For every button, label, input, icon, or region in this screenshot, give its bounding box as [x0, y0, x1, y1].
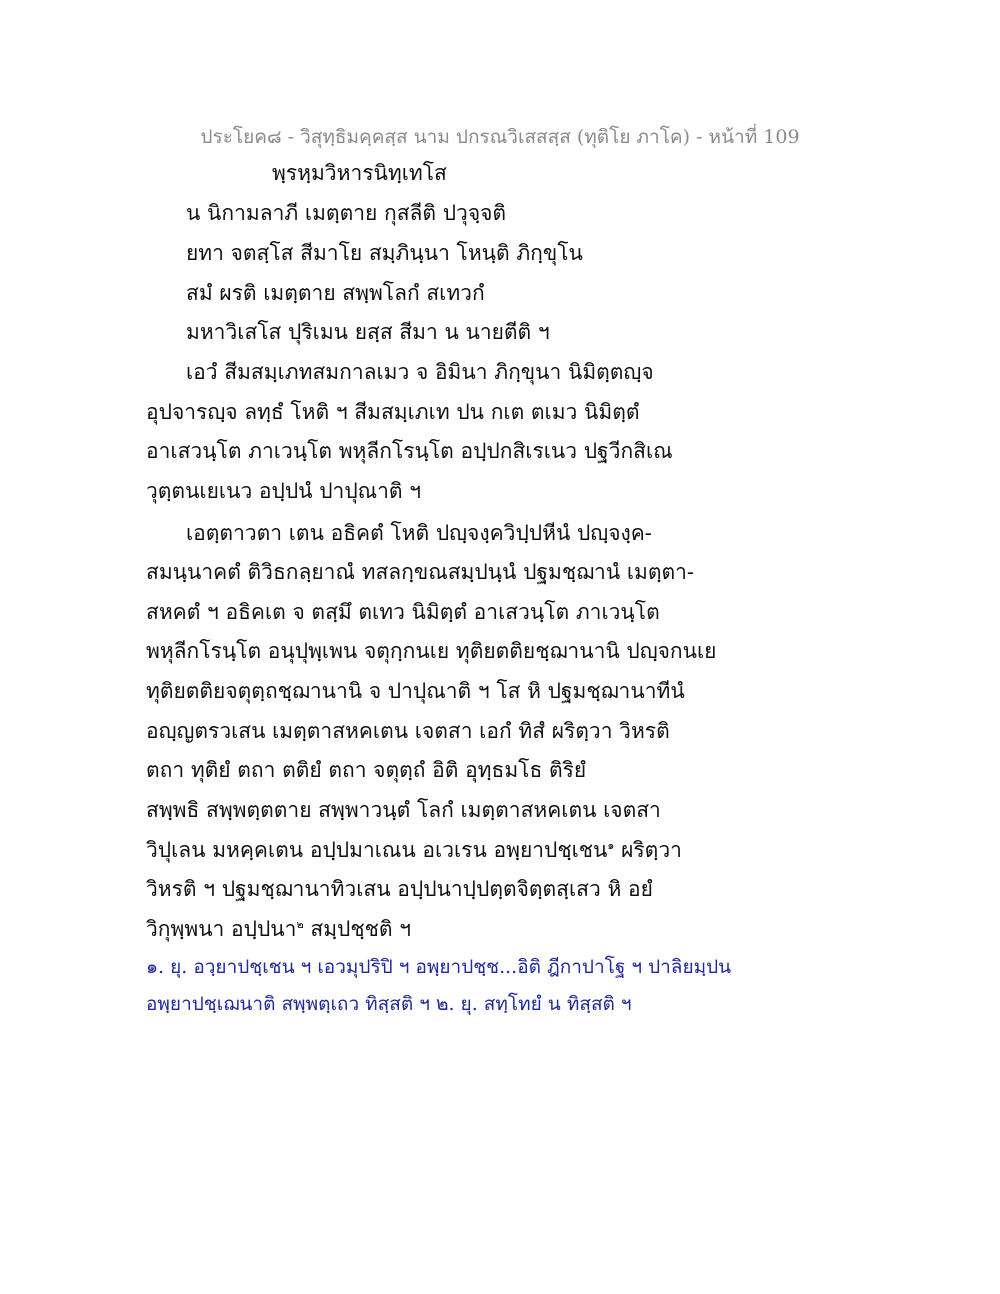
- paragraph-2-line-3: สหคตํ ฯ อธิคเต จ ตสฺมึ ตเทว นิมิตฺตํ อาเสวนฺโต ภาเวนฺโต: [146, 600, 660, 624]
- paragraph-2-line-11: [146, 914, 411, 944]
- footnote-mark-2: ๒: [296, 918, 304, 931]
- paragraph-2-line-10: วิหรติ ฯ ปฐมชฺฌานาทิวเสน อปฺปนาปฺปตฺตจิตฺตสฺเสว หิ อยํ: [146, 877, 653, 901]
- paragraph-2-line-8: สพฺพธิ สพฺพตฺตตาย สพฺพาวนฺตํ โลกํ เมตฺตาสหคเตน เจตสา: [146, 798, 661, 822]
- line-text: วิปุเลน มหคฺคเตน อปฺปมาเณน อเวเรน อพฺยาปชฺเชน: [146, 838, 608, 862]
- verse-line-4: มหาวิเสโส ปุริเมน ยสฺส สีมา น นายตีติ ฯ: [186, 320, 550, 344]
- paragraph-1-line-2: อุปจารญฺจ ลทฺธํ โหติ ฯ สีมสมฺเภเท ปน กเต ตเมว นิมิตฺตํ: [146, 400, 640, 424]
- paragraph-1-line-4: วุตฺตนเยเนว อปฺปนํ ปาปุณาติ ฯ: [146, 479, 422, 503]
- paragraph-2-line-9: [146, 835, 682, 865]
- paragraph-2-line-7: ตถา ทุติยํ ตถา ตติยํ ตถา จตุตฺถํ อิติ อุทฺธมโธ ติริยํ: [146, 758, 587, 782]
- verse-line-3: สมํ ผรติ เมตฺตาย สพฺพโลกํ สเทวกํ: [186, 281, 485, 305]
- line-text: วิกุพฺพนา อปฺปนา: [146, 917, 297, 941]
- paragraph-2-line-1: เอตฺตาวตา เตน อธิคตํ โหติ ปญฺจงฺควิปฺปหีนํ ปญฺจงฺค-: [186, 521, 652, 545]
- footnote-mark-1: ๑: [607, 839, 615, 852]
- line-text: สมฺปชฺชติ ฯ: [310, 917, 411, 941]
- footnote-line-1: ๑. ยุ. อวฺยาปชฺเชน ฯ เอวมุปริปิ ฯ อพฺยาปชฺช...อิติ ฎีกาปาโฐ ฯ ปาลิยมฺปน: [146, 956, 732, 978]
- paragraph-2-line-5: ทุติยตติยจตุตฺถชฺฌานานิ จ ปาปุณาติ ฯ โส หิ ปฐมชฺฌานาทีนํ: [146, 679, 685, 703]
- verse-line-1: น นิกามลาภี เมตฺตาย กุสลีติ ปวุจฺจติ: [186, 201, 507, 225]
- verse-line-2: ยทา จตสฺโส สีมาโย สมฺภินฺนา โหนฺติ ภิกฺขุโน: [186, 241, 583, 265]
- paragraph-2-line-6: อญฺญตรวเสน เมตฺตาสหคเตน เจตสา เอกํ ทิสํ ผริตฺวา วิหรติ: [146, 719, 670, 743]
- paragraph-2-line-4: พหุลีกโรนฺโต อนุปุพฺเพน จตุกฺกนเย ทุติยตติยชฺฌานานิ ปญฺจกนเย: [146, 639, 717, 663]
- paragraph-1-line-3: อาเสวนฺโต ภาเวนฺโต พหุลีกโรนฺโต อปฺปกสิเรเนว ปฐวีกสิเณ: [146, 439, 673, 463]
- footnote-line-2: อพฺยาปชฺเฌนาติ สพฺพตฺเถว ทิสฺสติ ฯ ๒. ยุ. สทฺโทยํ น ทิสฺสติ ฯ: [146, 993, 632, 1015]
- paragraph-1-line-1: เอวํ สีมสมฺเภทสมกาลเมว จ อิมินา ภิกฺขุนา นิมิตฺตญฺจ: [186, 360, 654, 384]
- section-title: พฺรหฺมวิหารนิทฺเทโส: [272, 161, 447, 185]
- running-header: ประโยค๘ - วิสุทฺธิมคฺคสฺส นาม ปกรณวิเสสสฺส (ทุติโย ภาโค) - หน้าที่ 109: [200, 126, 800, 148]
- paragraph-2-line-2: สมนฺนาคตํ ติวิธกลฺยาณํ ทสลกฺขณสมฺปนฺนํ ปฐมชฺฌานํ เมตฺตา-: [146, 560, 695, 584]
- line-text: ผริตฺวา: [621, 838, 682, 862]
